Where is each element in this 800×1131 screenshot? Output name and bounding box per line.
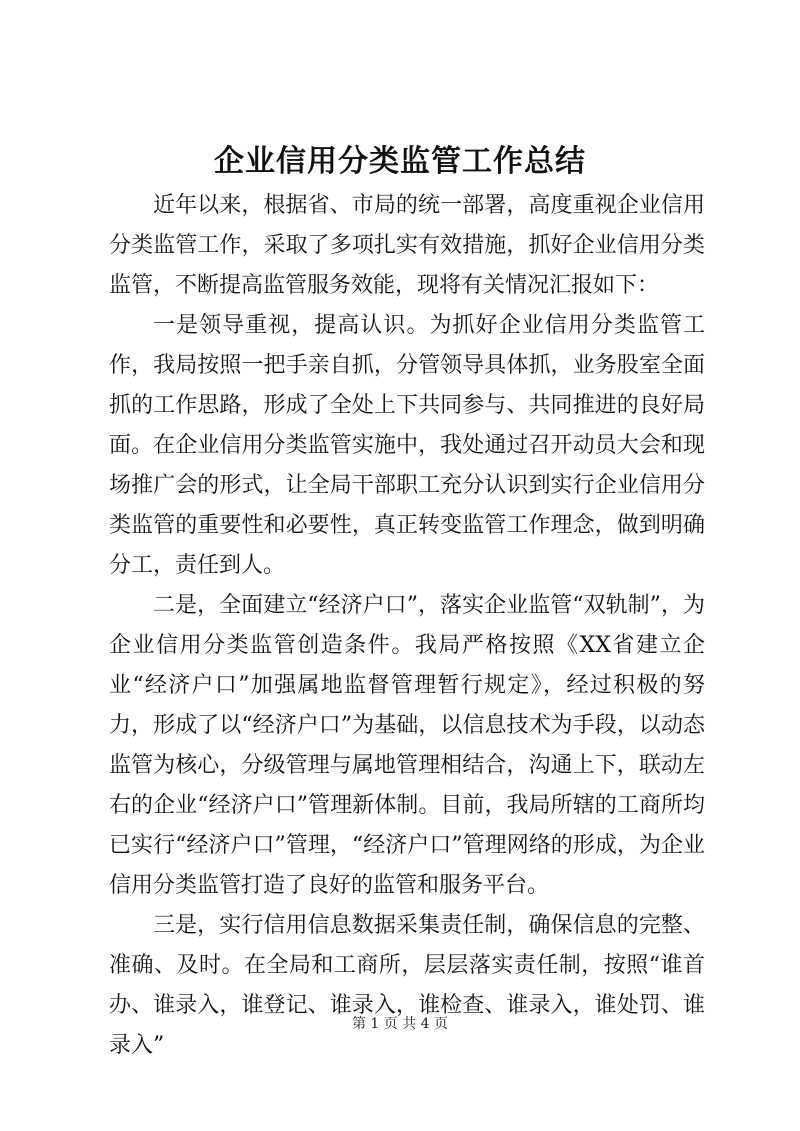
- page-footer: 第 1 页 共 4 页: [351, 1016, 449, 1032]
- paragraph-third-point: 三是，实行信用信息数据采集责任制，确保信息的完整、准确、及时。在全局和工商所，层层落实责任制，按照“谁首办、谁录入，谁登记、谁录入，谁检查、谁录入，谁处罚、谁录入”: [109, 913, 705, 1058]
- document-body: [109, 186, 705, 1066]
- paragraph-second-point: 二是，全面建立“经济户口”，落实企业监管“双轨制”，为企业信用分类监管创造条件。我局严格按照《XX省建立企业“经济户口”加强属地监督管理暂行规定》，经过积极的努力，形成了以“经济户口”为基础，以信息技术为手段，以动态监管为核心，分级管理与属地管理相结合，沟通上下，联动左右的企业“经济户口”管理新体制。目前，我局所辖的工商所均已实行“经济户口”管理，“经济户口”管理网络的形成，为企业信用分类监管打造了良好的监管和服务平台。: [109, 593, 705, 898]
- paragraph-intro: 近年以来，根据省、市局的统一部署，高度重视企业信用分类监管工作，采取了多项扎实有效措施，抓好企业信用分类监管，不断提高监管服务效能，现将有关情况汇报如下：: [109, 193, 705, 298]
- paragraph-first-point: 一是领导重视，提高认识。为抓好企业信用分类监管工作，我局按照一把手亲自抓，分管领导具体抓，业务股室全面抓的工作思路，形成了全处上下共同参与、共同推进的良好局面。在企业信用分类监管实施中，我处通过召开动员大会和现场推广会的形式，让全局干部职工充分认识到实行企业信用分类监管的重要性和必要性，真正转变监管工作理念，做到明确分工，责任到人。: [109, 313, 705, 578]
- page-title: 企业信用分类监管工作总结: [214, 144, 586, 179]
